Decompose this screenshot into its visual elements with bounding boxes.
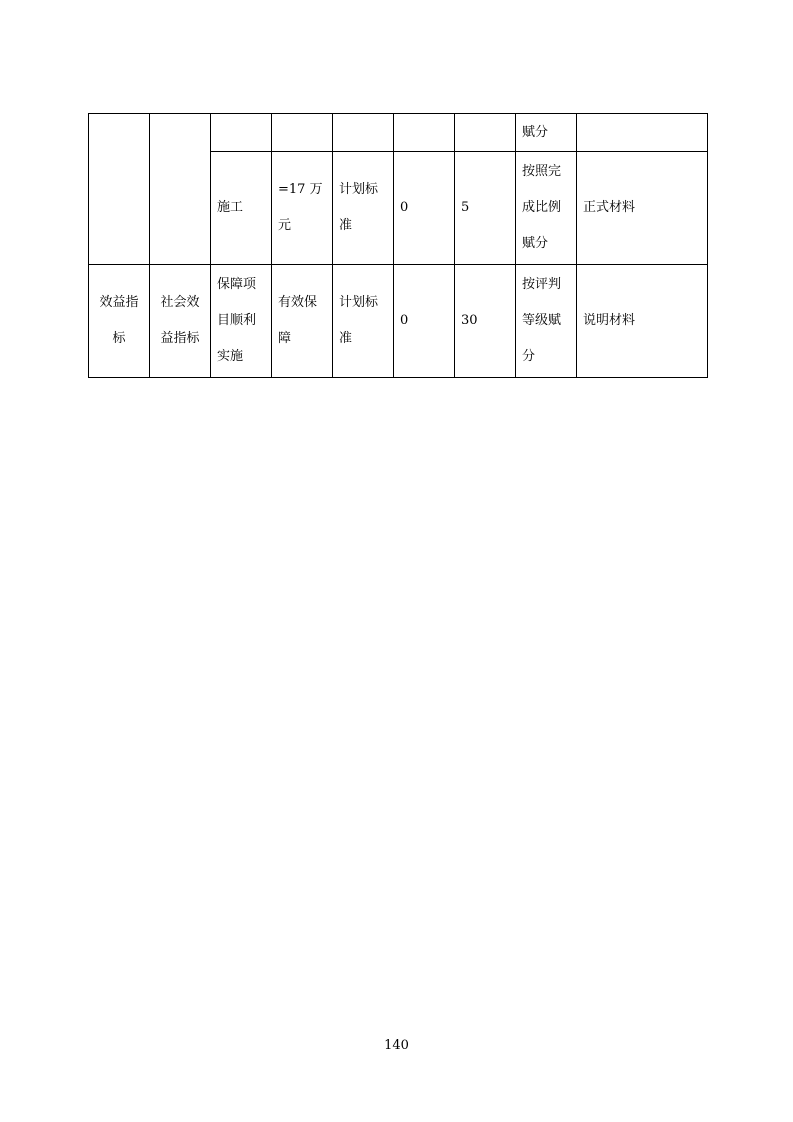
- indicator-value-cell: =17 万 元: [272, 152, 333, 265]
- indicator-value-cell: 有效保 障: [272, 265, 333, 378]
- indicator-name-cell: 保障项 目顺利 实施: [211, 265, 272, 378]
- standard-cell: 计划标 准: [333, 152, 394, 265]
- table-cell: [333, 114, 394, 152]
- scoring-method-cell: 赋分: [516, 114, 577, 152]
- standard-cell: 计划标 准: [333, 265, 394, 378]
- evidence-cell: [577, 114, 708, 152]
- table-cell: [394, 114, 455, 152]
- evidence-cell: 正式材料: [577, 152, 708, 265]
- page-number: 140: [384, 1038, 409, 1053]
- table-cell: [211, 114, 272, 152]
- min-score-cell: 0: [394, 265, 455, 378]
- level1-indicator-cell: 效益指 标: [89, 265, 150, 378]
- level2-indicator-cell: 社会效 益指标: [150, 265, 211, 378]
- weight-cell: 30: [455, 265, 516, 378]
- evidence-cell: 说明材料: [577, 265, 708, 378]
- performance-indicator-table: [88, 113, 708, 378]
- table-cell: [272, 114, 333, 152]
- weight-cell: 5: [455, 152, 516, 265]
- table-cell: [150, 114, 211, 265]
- indicator-name-cell: 施工: [211, 152, 272, 265]
- min-score-cell: 0: [394, 152, 455, 265]
- scoring-method-cell: 按评判 等级赋 分: [516, 265, 577, 378]
- table-row: [89, 265, 708, 378]
- table-cell: [89, 114, 150, 265]
- scoring-method-cell: 按照完 成比例 赋分: [516, 152, 577, 265]
- table-row: [89, 114, 708, 152]
- table-cell: [455, 114, 516, 152]
